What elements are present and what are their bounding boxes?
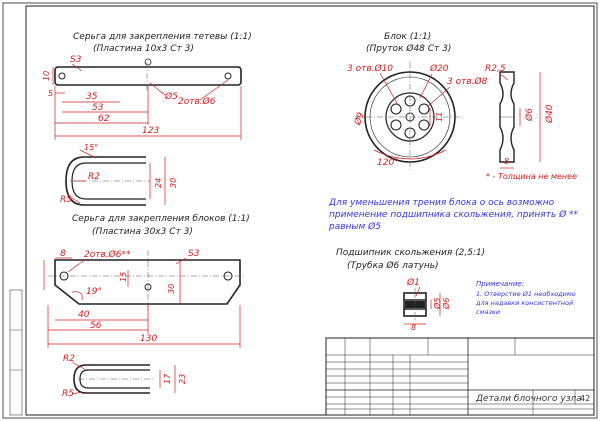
bearing-title: Подшипник скольжения (2,5:1)	[336, 248, 486, 258]
dim-eb-19deg: 19°	[86, 287, 102, 297]
drawing-title: Детали блочного узла	[476, 394, 582, 404]
dim-eb-40: 40	[78, 310, 90, 320]
dim-120deg: 120°	[377, 158, 399, 168]
dim-bb-17: 17	[163, 373, 172, 384]
bent-tether-view	[60, 143, 178, 205]
earring-blocks-subtitle: (Пластина 30х3 Ст 3)	[92, 227, 193, 237]
block-title: Блок (1:1)	[384, 32, 432, 42]
dim-bearing-phi5: Ø5	[433, 297, 442, 309]
binding-stamp-strip	[10, 290, 22, 415]
dim-bearing-8: 8	[411, 323, 417, 332]
sheet-number: 42	[580, 394, 591, 403]
svg-text:для надавки консистентной: для надавки консистентной	[476, 299, 574, 307]
svg-text:применение подшипника скольжен: применение подшипника скольжения, принять Ø **	[329, 210, 579, 220]
friction-note	[328, 198, 579, 232]
thickness-note: * - Толщина не менее	[486, 172, 578, 181]
bearing-note	[475, 280, 576, 316]
svg-text:равным Ø5: равным Ø5	[329, 222, 381, 232]
svg-text:1. Отверстие Ø1 необходимо: 1. Отверстие Ø1 необходимо	[476, 290, 576, 298]
bearing-subtitle: (Трубка Ø6 латунь)	[347, 261, 439, 271]
dim-30: 30	[169, 177, 178, 188]
dim-24: 24	[154, 177, 163, 188]
dim-bearing-phi6: Ø6	[442, 297, 451, 309]
dim-bb-r2: R2	[63, 354, 75, 364]
earring-blocks-title: Серьга для закрепления блоков (1:1)	[72, 214, 250, 224]
dim-bearing-phi1: Ø1	[407, 278, 420, 288]
dim-eb-15: 15	[119, 271, 128, 282]
block-subtitle: (Пруток Ø48 Ст 3)	[366, 44, 452, 54]
dim-side-phi6: Ø6	[525, 108, 535, 121]
dim-side-8: 8	[504, 157, 510, 166]
svg-text:смазки: смазки	[476, 308, 501, 316]
dim-eb-holes: 2отв.Ø6**	[84, 250, 131, 260]
dim-r2: R2	[88, 172, 100, 182]
block-view	[347, 32, 488, 172]
dim-15deg: 15°	[84, 143, 99, 152]
dim-11: 11	[435, 111, 444, 122]
dim-s3: S3	[70, 55, 82, 65]
dim-10: 10	[42, 70, 51, 81]
dim-3-holes-10: 3 отв.Ø10	[347, 64, 394, 74]
dim-phi20: Ø20	[430, 64, 449, 74]
svg-text:Для уменьшения трения блока о: Для уменьшения трения блока о ось возможно	[329, 198, 555, 208]
dim-123: 123	[142, 126, 160, 136]
block-side-view	[485, 64, 555, 168]
dim-eb-56: 56	[90, 321, 102, 331]
dim-35: 35	[86, 92, 98, 102]
dim-phi40: Ø40	[545, 104, 555, 123]
title-block	[326, 338, 594, 415]
bearing-view	[336, 248, 485, 332]
dim-phi5: Ø5	[165, 92, 178, 102]
dim-bb-r5: R5	[62, 389, 74, 399]
dim-holes-6: 2отв.Ø6	[178, 97, 216, 107]
dim-eb-30: 30	[167, 283, 176, 294]
dim-5: 5	[48, 89, 54, 98]
dim-r5: R5	[60, 195, 72, 205]
bent-blocks-view	[62, 354, 187, 399]
dim-62: 62	[98, 114, 110, 124]
dim-eb-130: 130	[140, 334, 158, 344]
dim-eb-s3: S3	[188, 249, 200, 259]
earring-tether-title: Серьга для закрепления тетевы (1:1)	[73, 32, 252, 42]
dim-bb-23: 23	[178, 373, 187, 384]
dim-3-holes-8: 3 отв.Ø8	[447, 77, 488, 87]
dim-eb-8: 8	[60, 249, 66, 259]
dim-53: 53	[92, 103, 104, 113]
bearing-note-title: Примечание:	[476, 280, 525, 288]
dim-phi9: Ø9	[353, 111, 367, 127]
dim-r25: R2,5	[485, 64, 506, 74]
earring-tether-view	[42, 32, 252, 140]
earring-tether-subtitle: (Пластина 10х3 Ст 3)	[93, 44, 194, 54]
earring-blocks-view	[44, 214, 250, 348]
